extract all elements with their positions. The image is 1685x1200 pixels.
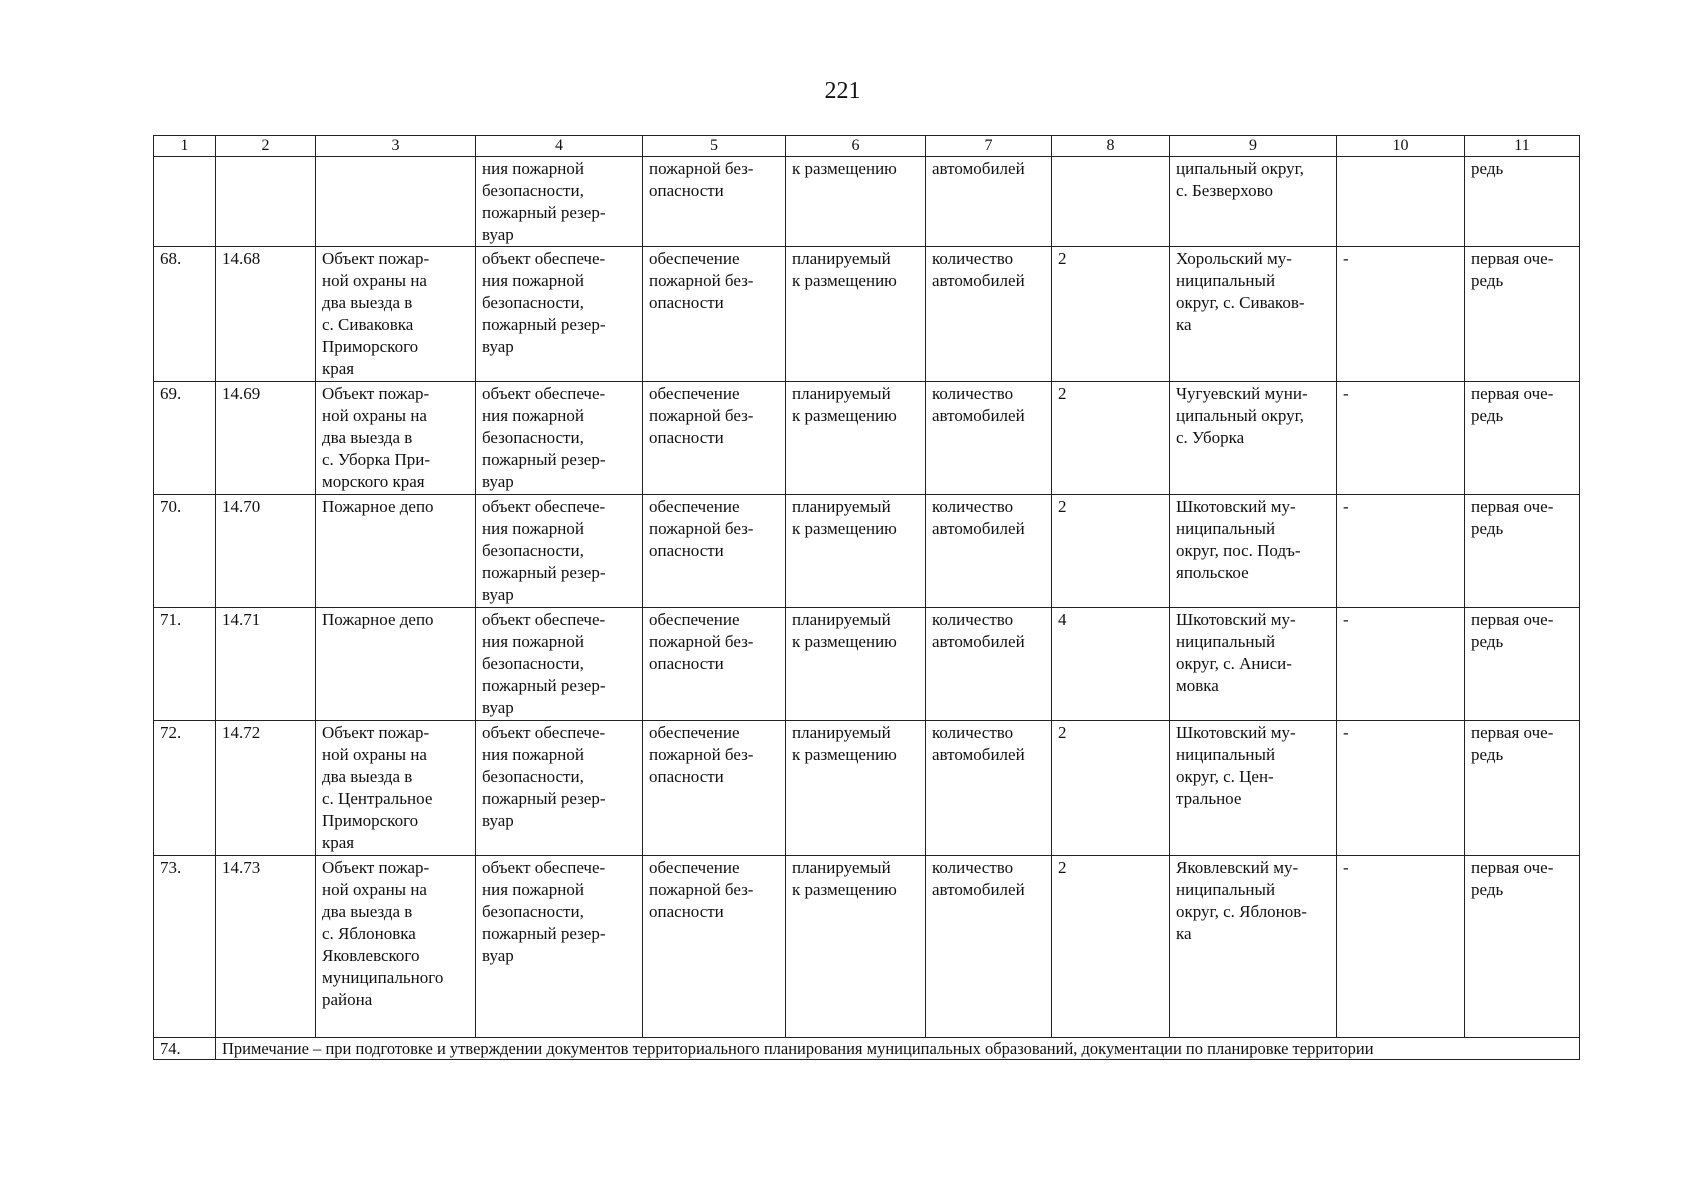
cell-status: планируемый к размещению [786,495,926,608]
cell-stage: первая оче- редь [1465,721,1580,856]
cell-location: Чугуевский муни- ципальный округ, с. Уборка [1170,382,1337,495]
planning-objects-table [153,135,1580,1060]
cell-zone: - [1337,856,1465,1038]
table-row [154,856,1580,1038]
cell-code: 14.69 [216,382,316,495]
cell-stage: первая оче- редь [1465,247,1580,382]
cell-name: Объект пожар- ной охраны на два выезда в с. Центральное Приморского края [316,721,476,856]
cell-num: 74. [154,1038,216,1060]
cell-num: 68. [154,247,216,382]
cell-status: планируемый к размещению [786,721,926,856]
cell-name: Объект пожар- ной охраны на два выезда в с. Яблоновка Яковлевского муниципального района [316,856,476,1038]
cell-characteristic: количество автомобилей [926,382,1052,495]
cell-zone: - [1337,382,1465,495]
cell-value: 2 [1052,382,1170,495]
cell-stage: первая оче- редь [1465,856,1580,1038]
cell-characteristic: количество автомобилей [926,247,1052,382]
cell-purpose: обеспечение пожарной без- опасности [643,495,786,608]
col-header: 2 [216,136,316,157]
table-row [154,382,1580,495]
cell-name: Пожарное депо [316,495,476,608]
cell-type: объект обеспече- ния пожарной безопасности, пожарный резер- вуар [476,495,643,608]
cell-type: объект обеспече- ния пожарной безопасности, пожарный резер- вуар [476,721,643,856]
cell-num: 71. [154,608,216,721]
cell-value: 2 [1052,247,1170,382]
cell-num: 73. [154,856,216,1038]
cell-value: 4 [1052,608,1170,721]
cell-location: Шкотовский му- ниципальный округ, с. Цен- тральное [1170,721,1337,856]
table-row [154,608,1580,721]
cell-location: Яковлевский му- ниципальный округ, с. Яблонов- ка [1170,856,1337,1038]
col-header: 11 [1465,136,1580,157]
cell-value [1052,157,1170,247]
table-row-continuation [154,157,1580,247]
cell-location: ципальный округ, с. Безверхово [1170,157,1337,247]
col-header: 1 [154,136,216,157]
cell-zone: - [1337,608,1465,721]
cell-purpose: обеспечение пожарной без- опасности [643,247,786,382]
cell-status: планируемый к размещению [786,608,926,721]
table-row [154,721,1580,856]
col-header: 9 [1170,136,1337,157]
cell-code: 14.71 [216,608,316,721]
col-header: 3 [316,136,476,157]
cell-stage: первая оче- редь [1465,382,1580,495]
col-header: 5 [643,136,786,157]
cell-code: 14.73 [216,856,316,1038]
cell-stage: первая оче- редь [1465,495,1580,608]
cell-status: планируемый к размещению [786,382,926,495]
cell-num [154,157,216,247]
cell-code: 14.68 [216,247,316,382]
col-header: 4 [476,136,643,157]
page-number: 221 [824,78,861,104]
cell-location: Шкотовский му- ниципальный округ, с. Аниси- мовка [1170,608,1337,721]
cell-zone: - [1337,721,1465,856]
cell-name: Объект пожар- ной охраны на два выезда в с. Уборка При- морского края [316,382,476,495]
cell-code: 14.72 [216,721,316,856]
cell-value: 2 [1052,856,1170,1038]
table-row [154,495,1580,608]
cell-value: 2 [1052,495,1170,608]
cell-name: Пожарное депо [316,608,476,721]
cell-type: объект обеспече- ния пожарной безопасности, пожарный резер- вуар [476,608,643,721]
col-header: 10 [1337,136,1465,157]
cell-type: объект обеспече- ния пожарной безопасности, пожарный резер- вуар [476,382,643,495]
cell-type: объект обеспече- ния пожарной безопасности, пожарный резер- вуар [476,856,643,1038]
cell-purpose: обеспечение пожарной без- опасности [643,382,786,495]
cell-purpose: обеспечение пожарной без- опасности [643,608,786,721]
column-number-header [154,136,1580,157]
cell-stage: первая оче- редь [1465,608,1580,721]
cell-purpose: обеспечение пожарной без- опасности [643,856,786,1038]
cell-zone [1337,157,1465,247]
cell-location: Шкотовский му- ниципальный округ, пос. Подъ- япольское [1170,495,1337,608]
cell-status: планируемый к размещению [786,247,926,382]
cell-purpose: обеспечение пожарной без- опасности [643,721,786,856]
cell-num: 72. [154,721,216,856]
cell-code: 14.70 [216,495,316,608]
cell-zone: - [1337,495,1465,608]
cell-status: к размещению [786,157,926,247]
col-header: 7 [926,136,1052,157]
cell-code [216,157,316,247]
cell-characteristic: количество автомобилей [926,495,1052,608]
cell-type: ния пожарной безопасности, пожарный резер- вуар [476,157,643,247]
cell-characteristic: автомобилей [926,157,1052,247]
cell-status: планируемый к размещению [786,856,926,1038]
note-text: Примечание – при подготовке и утверждении документов территориального планирования муниципальных образований, документации по планировке территории [216,1038,1580,1060]
cell-purpose: пожарной без- опасности [643,157,786,247]
cell-location: Хорольский му- ниципальный округ, с. Сиваков- ка [1170,247,1337,382]
cell-name: Объект пожар- ной охраны на два выезда в с. Сиваковка Приморского края [316,247,476,382]
cell-num: 69. [154,382,216,495]
cell-name [316,157,476,247]
col-header: 8 [1052,136,1170,157]
cell-characteristic: количество автомобилей [926,608,1052,721]
cell-value: 2 [1052,721,1170,856]
cell-characteristic: количество автомобилей [926,721,1052,856]
col-header: 6 [786,136,926,157]
cell-num: 70. [154,495,216,608]
table-row [154,247,1580,382]
cell-type: объект обеспече- ния пожарной безопасности, пожарный резер- вуар [476,247,643,382]
cell-zone: - [1337,247,1465,382]
cell-characteristic: количество автомобилей [926,856,1052,1038]
table-row-note [154,1038,1580,1060]
cell-stage: редь [1465,157,1580,247]
